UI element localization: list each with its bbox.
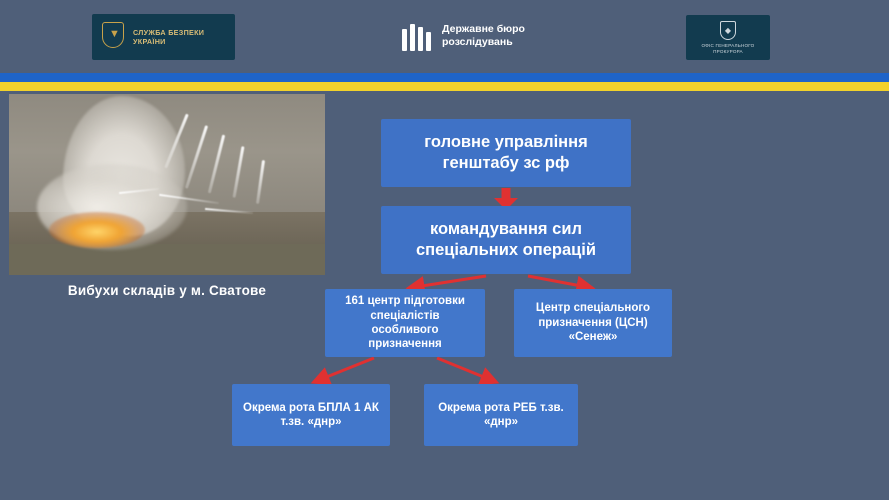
diagram-node-161-center[interactable] bbox=[325, 289, 485, 357]
tryzub-shield-icon: ▼ bbox=[98, 20, 128, 54]
node-ksso-line2: спеціальних операцій bbox=[415, 241, 597, 259]
node-161-line4: призначення bbox=[368, 338, 442, 351]
node-161-line1: 161 центр підготовки bbox=[345, 295, 465, 308]
node-bpla-line1: Окрема рота БПЛА 1 АК bbox=[243, 401, 379, 414]
logo-dbr-line1: Державне бюро bbox=[442, 22, 525, 35]
logo-sbu bbox=[92, 14, 235, 60]
dbr-bars-icon bbox=[398, 19, 434, 53]
flag-stripe-yellow bbox=[0, 82, 889, 91]
logo-prosecutor-label: ОФІС ГЕНЕРАЛЬНОГО ПРОКУРОРА bbox=[701, 42, 755, 54]
node-tsn-line2: призначення (ЦСН) bbox=[538, 316, 648, 329]
node-tsn-line1: Центр спеціального bbox=[535, 302, 651, 315]
node-161-line2: спеціалістів bbox=[370, 309, 440, 322]
diagram-node-ksso[interactable] bbox=[381, 206, 631, 274]
node-gu-line1: головне управління bbox=[424, 133, 588, 152]
photo-caption: Вибухи складів у м. Сватове bbox=[67, 283, 267, 298]
node-161-line3: особливого bbox=[371, 324, 439, 336]
logo-dbr bbox=[398, 13, 588, 59]
logo-dbr-label bbox=[442, 23, 525, 49]
node-reb-line1: Окрема рота РЕБ т.зв. bbox=[438, 401, 564, 414]
diagram-node-gu[interactable] bbox=[381, 119, 631, 187]
node-reb-line2: «днр» bbox=[483, 416, 519, 428]
diagram-node-bpla-company[interactable] bbox=[232, 384, 390, 446]
node-tsn-line3: «Сенеж» bbox=[568, 331, 618, 344]
flag-stripe-blue bbox=[0, 73, 889, 82]
logo-prosecutor bbox=[686, 15, 770, 60]
node-bpla-line2: т.зв. «днр» bbox=[280, 416, 342, 428]
diagram-node-reb-company[interactable] bbox=[424, 384, 578, 446]
logo-sbu-label: СЛУЖБА БЕЗПЕКИ УКРАЇНИ bbox=[133, 28, 205, 46]
prosecutor-shield-icon: ◆ bbox=[720, 21, 736, 40]
node-ksso-line1: командування сил bbox=[430, 220, 582, 239]
slide-header bbox=[0, 0, 889, 73]
explosion-photo bbox=[9, 94, 325, 275]
node-gu-line2: генштабу зс рф bbox=[442, 154, 570, 172]
diagram-node-tsn-senezh[interactable] bbox=[514, 289, 672, 357]
logo-dbr-line2: розслідувань bbox=[442, 36, 513, 48]
